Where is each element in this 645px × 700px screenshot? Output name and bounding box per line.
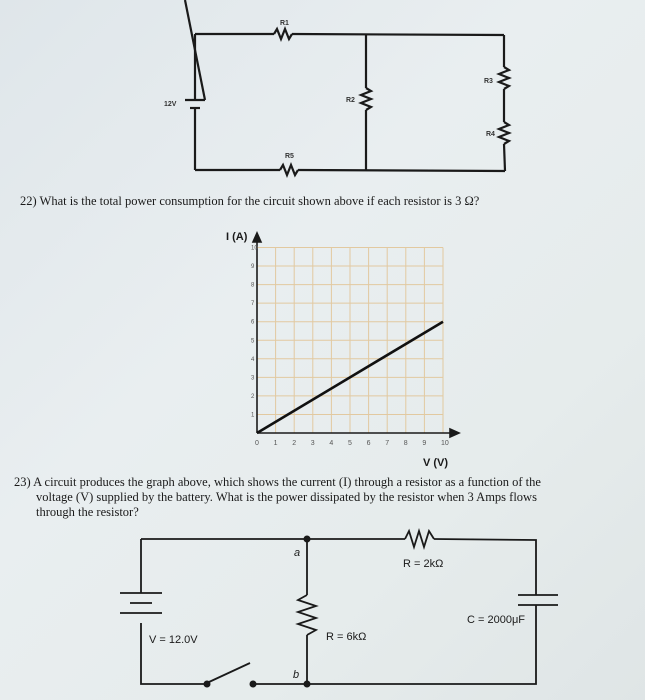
x-tick-label: 3 [310, 440, 315, 447]
y-tick-label: 10 [251, 245, 258, 252]
question-22-text: 22) What is the total power consumption for the circuit shown above if each resistor is 3 Ω? [20, 194, 480, 208]
resistor-2k-label: R = 2kΩ [403, 558, 444, 570]
y-tick-label: 8 [251, 282, 255, 289]
x-axis-label: V (V) [423, 457, 449, 469]
battery-voltage-label: V = 12.0V [149, 634, 198, 646]
question-23-line2: voltage (V) supplied by the battery. What is the power dissipated by the resistor when 3 Amps flows [36, 490, 537, 504]
resistor-2k [405, 531, 434, 547]
resistor-6k [298, 595, 316, 635]
x-tick-label: 6 [366, 440, 371, 447]
resistor-6k-label: R = 6kΩ [326, 631, 367, 643]
x-tick-label: 7 [385, 440, 390, 447]
y-tick-label: 5 [251, 338, 255, 345]
x-tick-label: 8 [403, 440, 408, 447]
label-r1: R1 [280, 20, 289, 27]
battery-label: 12V [164, 101, 177, 108]
question-23-line3: through the resistor? [36, 505, 139, 519]
switch-lever [209, 663, 250, 682]
x-tick-label: 1 [273, 440, 278, 447]
capacitor-label: C = 2000μF [467, 614, 526, 626]
question-23-line1: 23) A circuit produces the graph above, which shows the current (I) through a resistor as a function of the [14, 475, 541, 489]
label-r4: R4 [486, 131, 495, 138]
x-tick-label: 2 [292, 440, 297, 447]
x-tick-label: 4 [329, 440, 334, 447]
y-tick-label: 1 [251, 412, 255, 419]
node-a-label: a [294, 547, 301, 559]
label-r2: R2 [346, 97, 355, 104]
y-tick-label: 6 [251, 319, 255, 326]
x-tick-label: 0 [255, 440, 259, 447]
x-tick-label: 10 [441, 440, 449, 447]
y-tick-label: 7 [251, 301, 255, 308]
x-tick-label: 5 [348, 440, 352, 447]
x-tick-label: 9 [422, 440, 427, 447]
y-axis-label: I (A) [226, 231, 248, 243]
y-tick-label: 2 [251, 393, 255, 400]
label-r3: R3 [484, 78, 493, 85]
label-r5: R5 [285, 153, 294, 160]
node-b-label: b [293, 669, 300, 681]
y-tick-label: 9 [251, 264, 255, 271]
y-tick-label: 3 [251, 375, 255, 382]
y-tick-label: 4 [251, 356, 255, 363]
